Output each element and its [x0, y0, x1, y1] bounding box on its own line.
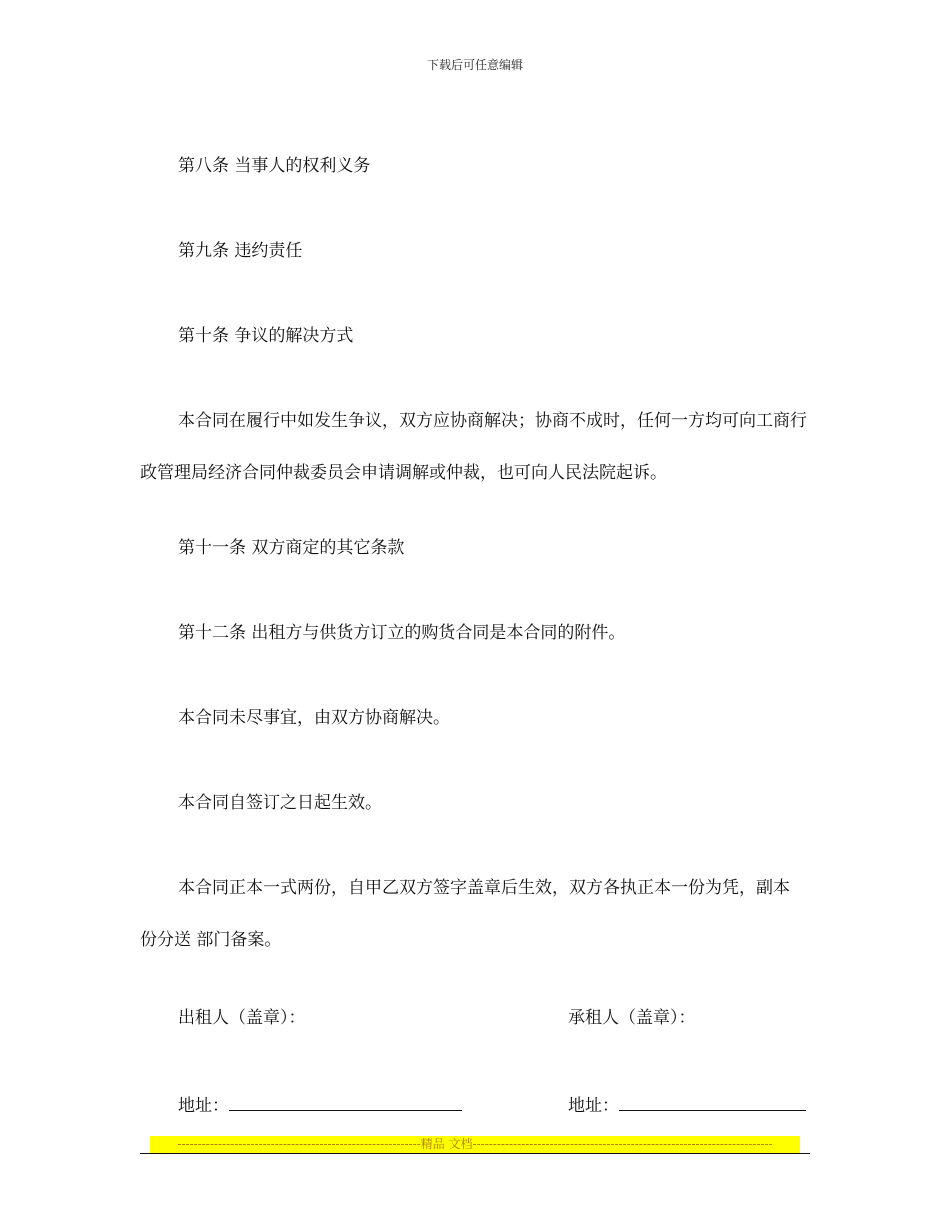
- footer-rule: [140, 1153, 810, 1154]
- effective-date-paragraph: 本合同自签订之日起生效。: [178, 793, 382, 813]
- footer-banner: [150, 1136, 800, 1153]
- dispute-paragraph: 本合同在履行中如发生争议，双方应协商解决；协商不成时，任何一方均可向工商行政管理局经济合同仲裁委员会申请调解或仲裁，也可向人民法院起诉。: [140, 411, 807, 483]
- lessee-seal-label: 承租人（盖章）：: [568, 1008, 696, 1028]
- unresolved-matters-paragraph: 本合同未尽事宜，由双方协商解决。: [178, 708, 450, 728]
- footer-dashes-left: ------------------------------------------------------------: [177, 1137, 421, 1151]
- copies-paragraph: 本合同正本一式两份，自甲乙双方签字盖章后生效，双方各执正本一份为凭，副本 份分送 部门备案。: [140, 878, 790, 950]
- clause-9: 第九条 违约责任: [178, 241, 303, 261]
- clause-8: 第八条 当事人的权利义务: [178, 156, 371, 176]
- footer-label: 精品 文档: [420, 1137, 473, 1151]
- clause-11: 第十一条 双方商定的其它条款: [178, 538, 405, 558]
- lessor-address: [178, 1092, 462, 1118]
- clause-10: 第十条 争议的解决方式: [178, 326, 354, 346]
- page-header: 下载后可任意编辑: [426, 58, 523, 72]
- lessee-address-label: 地址：: [568, 1096, 619, 1116]
- lessor-address-label: 地址：: [178, 1096, 229, 1116]
- lessor-seal-label: 出租人（盖章）：: [178, 1008, 306, 1028]
- clause-12: 第十二条 出租方与供货方订立的购货合同是本合同的附件。: [178, 623, 626, 643]
- lessor-address-blank: [229, 1092, 462, 1111]
- lessee-address: [568, 1092, 806, 1118]
- lessee-address-blank: [619, 1092, 806, 1111]
- footer-dashes-right: --------------------------------------------------------------------------: [472, 1137, 773, 1151]
